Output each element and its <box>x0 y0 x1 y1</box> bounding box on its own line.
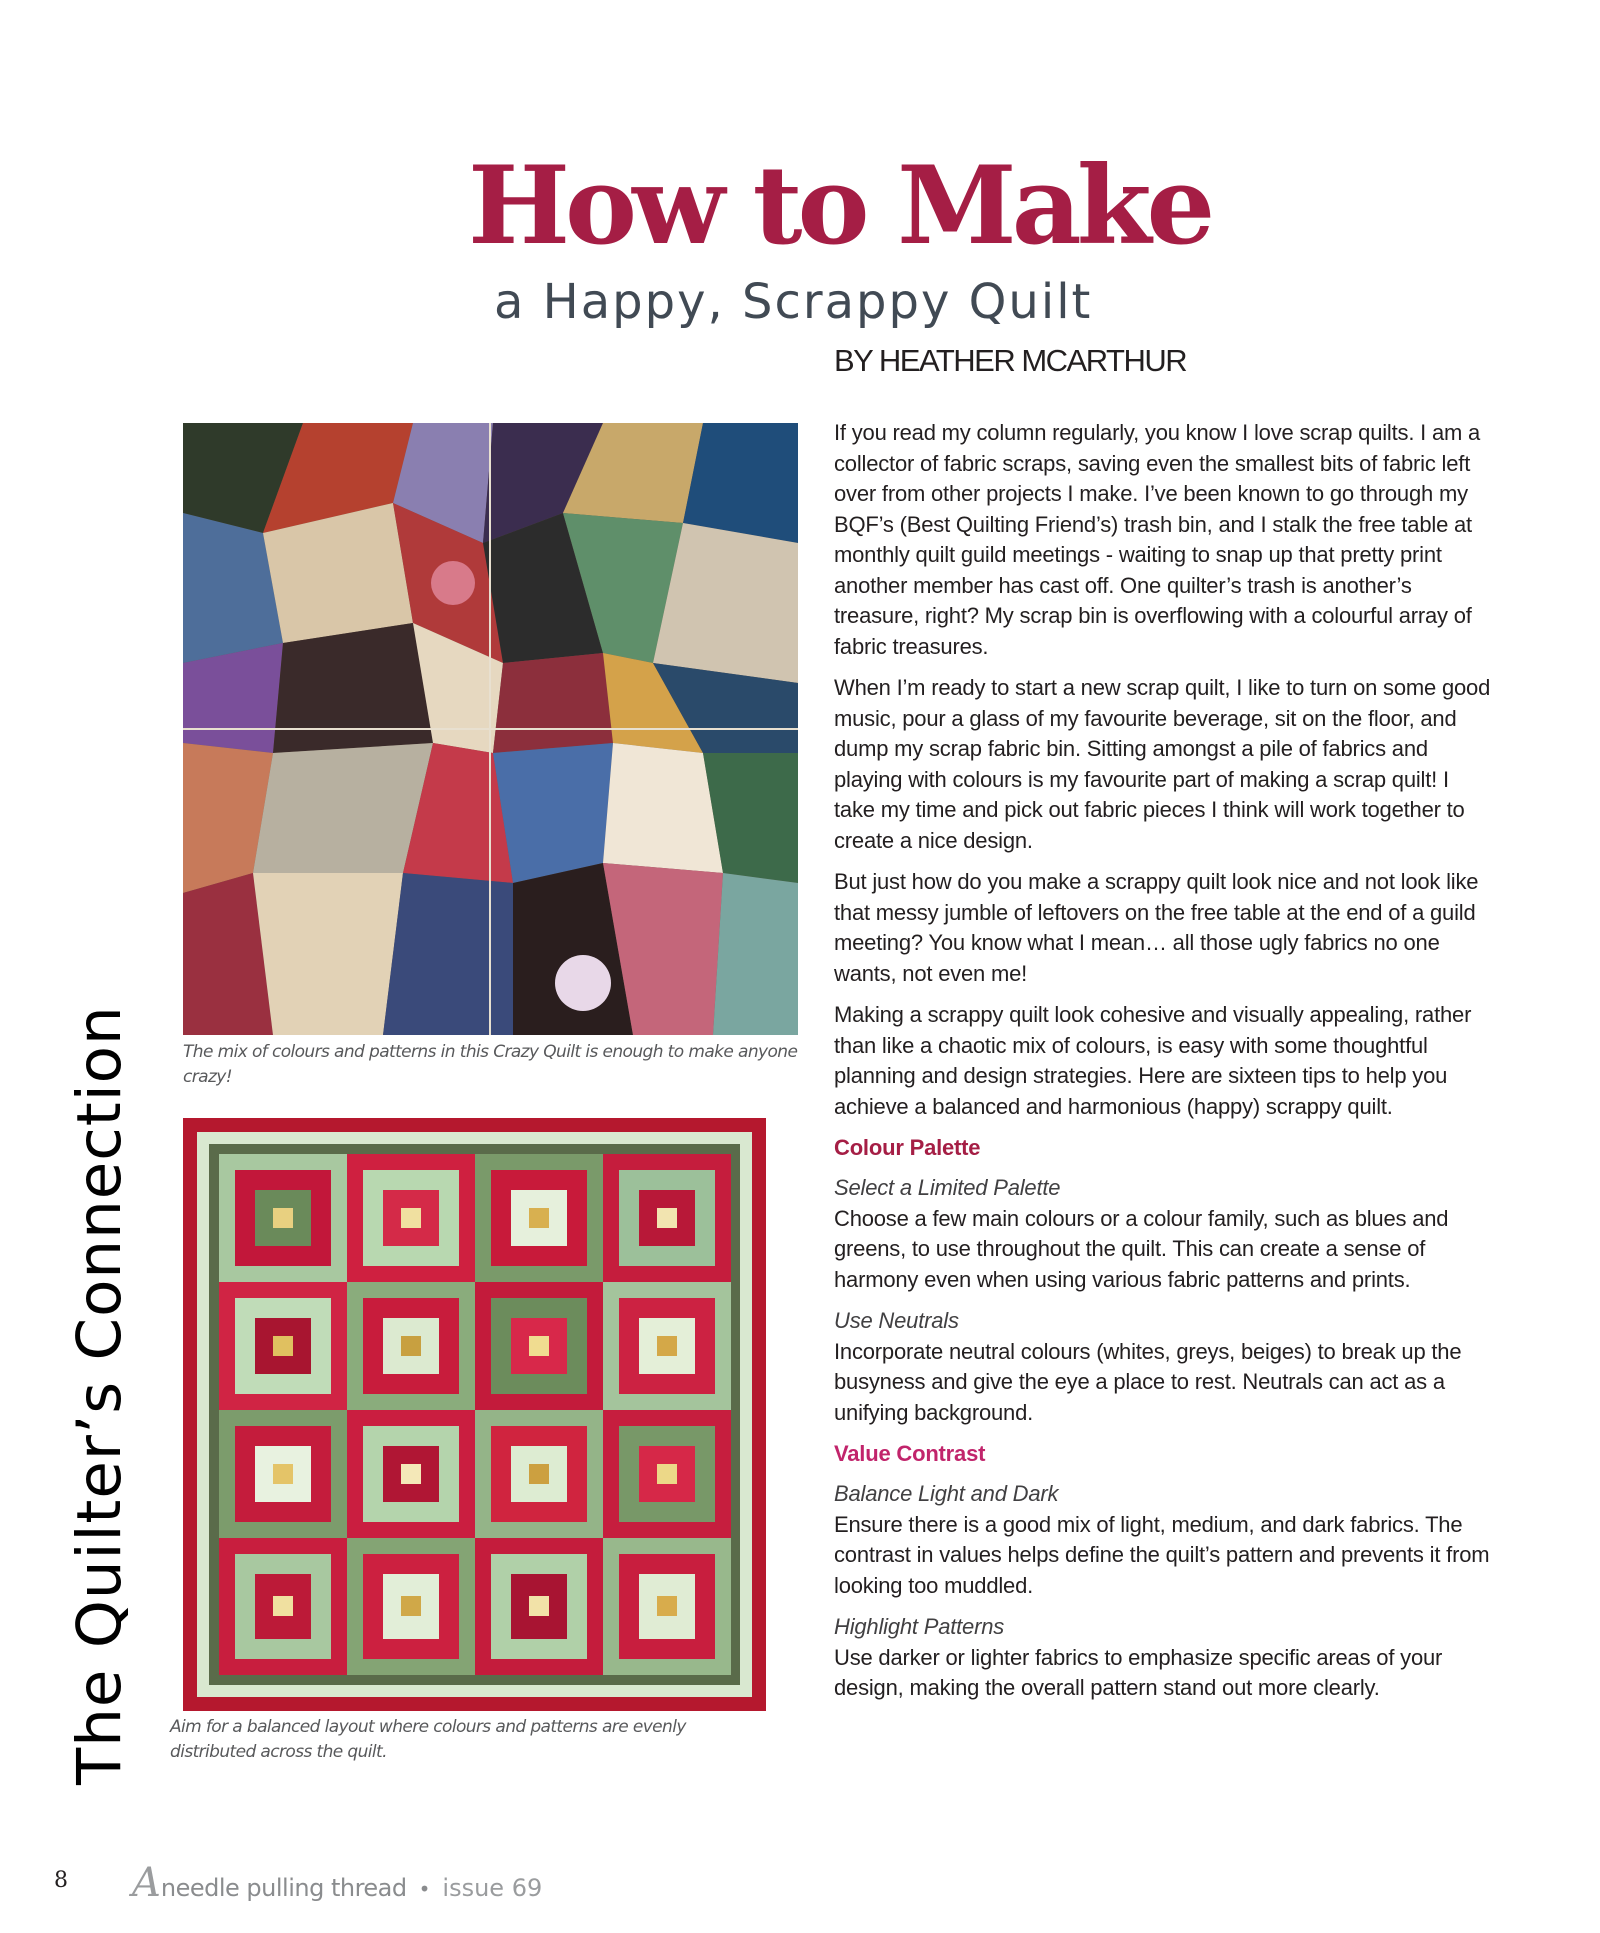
tip-item <box>834 1306 1494 1428</box>
tip-title: Select a Limited Palette <box>834 1175 1061 1200</box>
article-paragraph: But just how do you make a scrappy quilt look nice and not look like that messy jumble of leftovers on the free table at the end of a guild meeting? You know what I mean… all those ugly fabrics no one wants, not even me! <box>834 869 1479 986</box>
article-paragraph: When I’m ready to start a new scrap quilt, I like to turn on some good music, pour a glass of my favourite beverage, sit on the floor, and dump my scrap fabric bin. Sitting amongst a pile of fabrics and playing with colours is my favourite part of making a scrap quilt! I take my time and pick out fabric pieces I think will work together to create a nice design. <box>834 675 1491 853</box>
issue-number: issue 69 <box>442 1874 543 1902</box>
crazy-quilt-photo <box>183 423 798 1035</box>
page-title: How to Make <box>468 143 1211 269</box>
publication-title: needle pulling thread <box>160 1874 407 1902</box>
article-paragraph: Making a scrappy quilt look cohesive and visually appealing, rather than like a chaotic mix of colours, is easy with some thoughtful planning and design strategies. Here are sixteen tips to help you achieve a balanced and harmonious (happy) scrappy quilt. <box>834 1002 1472 1119</box>
log-cabin-caption: Aim for a balanced layout where colours and patterns are evenly distributed across the quilt. <box>170 1717 686 1762</box>
tip-body: Ensure there is a good mix of light, medium, and dark fabrics. The contrast in values helps define the quilt’s pattern and prevents it from looking too muddled. <box>834 1511 1490 1598</box>
tip-title: Balance Light and Dark <box>834 1481 1059 1506</box>
article-paragraph: If you read my column regularly, you know I love scrap quilts. I am a collector of fabric scraps, saving even the smallest bits of fabric left over from other projects I make. I’ve been known to go through my BQF’s (Best Quilting Friend’s) trash bin, and I stalk the free table at monthly quilt guild meetings - waiting to snap up that pretty print another member has cast off. One quilter’s trash is another’s treasure, right? My scrap bin is overflowing with a colourful array of fabric treasures. <box>834 420 1481 659</box>
publication-name <box>132 1860 542 1906</box>
crazy-quilt-caption: The mix of colours and patterns in this Crazy Quilt is enough to make anyone crazy! <box>183 1042 798 1087</box>
tip-item <box>834 1173 1494 1295</box>
page-footer <box>54 1860 754 1908</box>
section-title-vertical: The Quilter’s Connection <box>64 1005 135 1785</box>
page-number: 8 <box>54 1868 68 1893</box>
tip-body: Use darker or lighter fabrics to emphasize specific areas of your design, making the overall pattern stand out more clearly. <box>834 1644 1443 1700</box>
section-heading-value-contrast: Value Contrast <box>834 1441 986 1466</box>
publication-initial: A <box>132 1860 161 1906</box>
tip-item <box>834 1479 1494 1601</box>
article-body <box>834 418 1494 1715</box>
tip-body: Choose a few main colours or a colour family, such as blues and greens, to use throughout the quilt. This can create a sense of harmony even when using various fabric patterns and prints. <box>834 1205 1449 1292</box>
author-byline: BY HEATHER MCARTHUR <box>834 343 1187 378</box>
tip-title: Use Neutrals <box>834 1308 959 1333</box>
tip-body: Incorporate neutral colours (whites, greys, beiges) to break up the busyness and give the eye a place to rest. Neutrals can act as a unifying background. <box>834 1338 1462 1425</box>
page-subtitle: a Happy, Scrappy Quilt <box>494 274 1093 330</box>
tip-item <box>834 1612 1494 1704</box>
log-cabin-quilt-photo <box>183 1118 766 1711</box>
tip-title: Highlight Patterns <box>834 1614 1005 1639</box>
footer-separator: • <box>418 1877 431 1901</box>
section-heading-colour-palette: Colour Palette <box>834 1135 981 1160</box>
